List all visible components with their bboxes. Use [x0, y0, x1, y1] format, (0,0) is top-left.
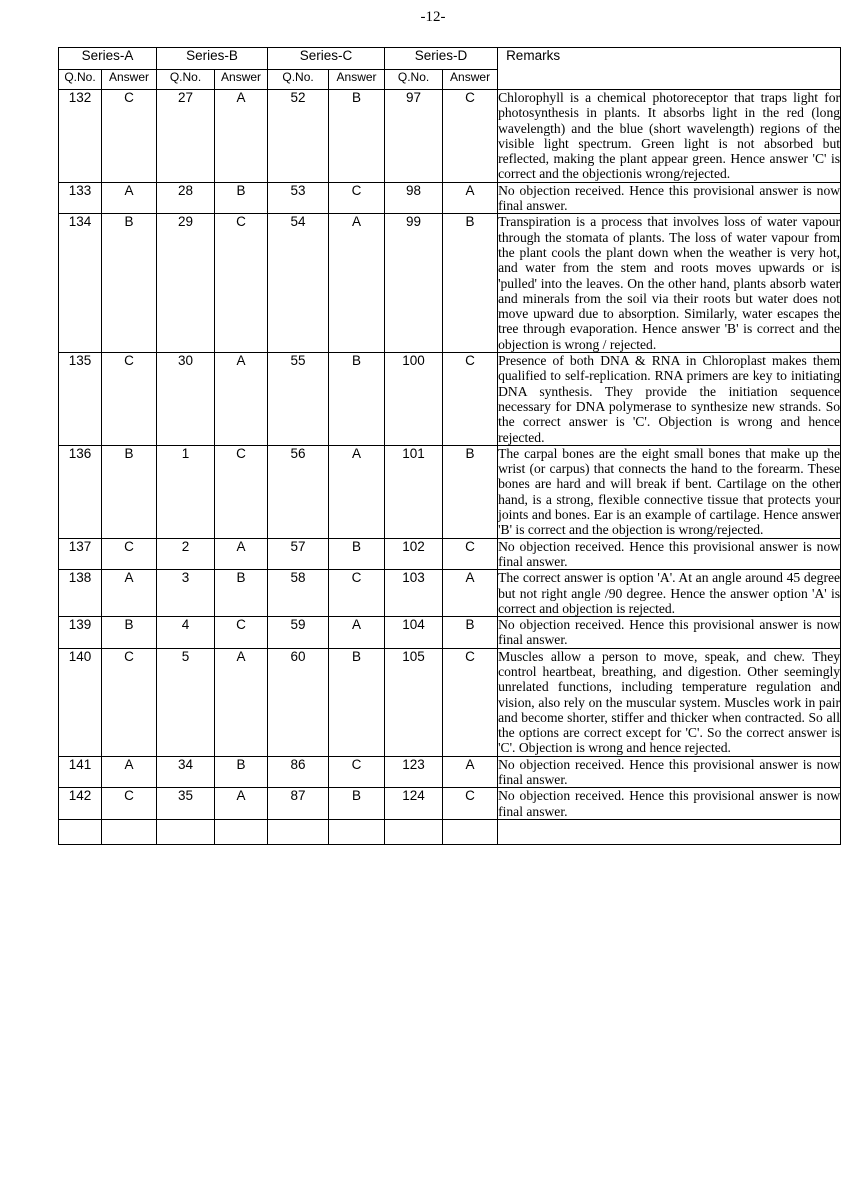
series-b-answer: A	[215, 648, 268, 756]
series-b-qno: 28	[157, 182, 215, 214]
page-number: -12-	[420, 9, 446, 25]
spacer-cell	[268, 819, 329, 844]
series-b-qno: 4	[157, 617, 215, 649]
series-b-answer: B	[215, 570, 268, 617]
series-d-answer: A	[443, 756, 498, 788]
series-a-answer: C	[102, 538, 157, 570]
spacer-cell	[329, 819, 385, 844]
qno-header: Q.No.	[157, 70, 215, 90]
remark-text: The correct answer is option 'A'. At an angle around 45 degree but not right angle /90 degree. Hence the answer option 'A' is correct and objection is rejected.	[498, 570, 841, 616]
series-d-qno: 105	[385, 648, 443, 756]
spacer-cell	[215, 819, 268, 844]
remark-text: No objection received. Hence this provisional answer is now final answer.	[498, 182, 841, 214]
series-c-qno: 59	[268, 617, 329, 649]
series-c-answer: B	[329, 90, 385, 183]
series-b-qno: 35	[157, 788, 215, 820]
series-b-qno: 3	[157, 570, 215, 617]
series-d-qno: 102	[385, 538, 443, 570]
series-c-qno: 60	[268, 648, 329, 756]
series-c-qno: 87	[268, 788, 329, 820]
series-a-answer: C	[102, 90, 157, 183]
remark-text: Transpiration is a process that involves loss of water vapour through the stomata of plants. The loss of water vapour from the plant cools the plant down when the weather is very hot, and water from the stem and roots moves upwards or is 'pulled' into the leaves. On the other hand, plants absorb water and minerals from the soil via their roots but water does not move upward due to absorption. Similarly, water escapes the tree through evaporation. Hence answer 'B' is correct and the objection is wrong / rejected.	[498, 214, 841, 352]
series-a-qno: 133	[59, 182, 102, 214]
series-a-qno: 139	[59, 617, 102, 649]
series-a-answer: B	[102, 445, 157, 538]
spacer-cell	[443, 819, 498, 844]
series-a-qno: 142	[59, 788, 102, 820]
series-d-qno: 98	[385, 182, 443, 214]
answer-header: Answer	[215, 70, 268, 90]
series-c-answer: C	[329, 570, 385, 617]
series-a-qno: 137	[59, 538, 102, 570]
series-b-answer: B	[215, 182, 268, 214]
table-row	[59, 648, 841, 756]
qno-header: Q.No.	[268, 70, 329, 90]
series-b-qno: 1	[157, 445, 215, 538]
answer-header: Answer	[329, 70, 385, 90]
series-d-qno: 124	[385, 788, 443, 820]
series-b-qno: 34	[157, 756, 215, 788]
series-a-qno: 136	[59, 445, 102, 538]
series-a-answer: B	[102, 214, 157, 353]
table-row	[59, 90, 841, 183]
spacer-cell	[385, 819, 443, 844]
spacer-cell	[498, 819, 841, 844]
series-c-qno: 53	[268, 182, 329, 214]
series-b-answer: A	[215, 788, 268, 820]
series-a-answer: A	[102, 570, 157, 617]
answer-key-table	[58, 47, 841, 845]
series-c-answer: A	[329, 445, 385, 538]
remark-text: No objection received. Hence this provisional answer is now final answer.	[498, 788, 841, 819]
series-d-answer: C	[443, 353, 498, 446]
series-header-row	[59, 48, 841, 70]
series-a-qno: 135	[59, 353, 102, 446]
series-d-qno: 104	[385, 617, 443, 649]
series-d-qno: 103	[385, 570, 443, 617]
series-a-qno: 138	[59, 570, 102, 617]
series-b-qno: 29	[157, 214, 215, 353]
series-d-qno: 123	[385, 756, 443, 788]
series-c-header: Series-C	[268, 48, 385, 70]
series-b-qno: 5	[157, 648, 215, 756]
series-b-qno: 30	[157, 353, 215, 446]
series-d-answer: A	[443, 182, 498, 214]
table-row	[59, 538, 841, 570]
qno-header: Q.No.	[59, 70, 102, 90]
series-c-qno: 86	[268, 756, 329, 788]
series-c-answer: C	[329, 182, 385, 214]
series-c-answer: B	[329, 538, 385, 570]
remark-text: No objection received. Hence this provisional answer is now final answer.	[498, 538, 841, 569]
remark-text: No objection received. Hence this provisional answer is now final answer.	[498, 756, 841, 788]
table-row	[59, 214, 841, 353]
series-c-answer: B	[329, 353, 385, 446]
series-a-answer: C	[102, 353, 157, 446]
answer-header: Answer	[102, 70, 157, 90]
table-row	[59, 182, 841, 214]
series-c-qno: 52	[268, 90, 329, 183]
series-b-answer: A	[215, 538, 268, 570]
series-a-qno: 140	[59, 648, 102, 756]
series-c-qno: 54	[268, 214, 329, 353]
series-c-answer: A	[329, 214, 385, 353]
series-d-answer: B	[443, 617, 498, 649]
table-row	[59, 756, 841, 788]
remark-text: No objection received. Hence this provisional answer is now final answer.	[498, 617, 841, 648]
spacer-cell	[102, 819, 157, 844]
series-a-answer: A	[102, 756, 157, 788]
series-b-answer: C	[215, 214, 268, 353]
remark-text: Presence of both DNA & RNA in Chloroplast makes them qualified to self-replication. RNA primers are key to initiating DNA synthesis. They provide the initiation sequence necessary for DNA polymerase to synthesize new strands. So the correct answer is 'C'. Objection is wrong and hence rejected.	[498, 353, 841, 445]
series-d-header: Series-D	[385, 48, 498, 70]
qno-header: Q.No.	[385, 70, 443, 90]
series-b-answer: A	[215, 90, 268, 183]
series-c-answer: B	[329, 648, 385, 756]
series-c-qno: 58	[268, 570, 329, 617]
series-a-answer: C	[102, 788, 157, 820]
series-a-answer: B	[102, 617, 157, 649]
series-b-header: Series-B	[157, 48, 268, 70]
series-d-qno: 97	[385, 90, 443, 183]
series-c-qno: 56	[268, 445, 329, 538]
series-a-answer: A	[102, 182, 157, 214]
table-bottom-spacer	[59, 819, 841, 844]
series-b-qno: 27	[157, 90, 215, 183]
series-c-answer: C	[329, 756, 385, 788]
series-d-qno: 99	[385, 214, 443, 353]
series-c-qno: 55	[268, 353, 329, 446]
series-a-qno: 134	[59, 214, 102, 353]
series-a-qno: 141	[59, 756, 102, 788]
remark-text: Muscles allow a person to move, speak, and chew. They control heartbeat, breathing, and digestion. Other seemingly unrelated functions, including temperature regulation and vision, also rely on the muscular system. Muscles work in pair and become shorter, stiffer and thicker when contracted. So all the options are correct except for 'C'. So the correct answer is 'C'. Objection is wrong and hence rejected.	[498, 648, 841, 756]
remark-text: The carpal bones are the eight small bones that make up the wrist (or carpus) that connects the hand to the forearm. These bones are hard and will break if bent. Cartilage on the other hand, is a strong, flexible connective tissue that protects your joints and bones. Ear is an example of cartilage. Hence answer 'B' is correct and the objection is wrong/rejected.	[498, 445, 841, 538]
series-c-answer: B	[329, 788, 385, 820]
series-d-answer: C	[443, 788, 498, 820]
table-row	[59, 617, 841, 649]
table-row	[59, 353, 841, 446]
table-row	[59, 788, 841, 820]
series-d-answer: B	[443, 214, 498, 353]
series-d-qno: 100	[385, 353, 443, 446]
series-d-answer: C	[443, 648, 498, 756]
series-b-answer: A	[215, 353, 268, 446]
series-c-answer: A	[329, 617, 385, 649]
series-d-answer: B	[443, 445, 498, 538]
series-b-answer: C	[215, 617, 268, 649]
series-b-answer: B	[215, 756, 268, 788]
table-row	[59, 445, 841, 538]
remarks-header: Remarks	[498, 48, 841, 90]
series-d-qno: 101	[385, 445, 443, 538]
answer-header: Answer	[443, 70, 498, 90]
remark-text: Chlorophyll is a chemical photoreceptor that traps light for photosynthesis in plants. It absorbs light in the red (long wavelength) and the blue (short wavelength) regions of the visible light spectrum. Green light is not absorbed but reflected, making the plant appear green. Hence answer 'C' is correct and the objectionis wrong/rejected.	[498, 90, 841, 182]
series-a-header: Series-A	[59, 48, 157, 70]
series-a-qno: 132	[59, 90, 102, 183]
table-row	[59, 570, 841, 617]
series-d-answer: C	[443, 90, 498, 183]
spacer-cell	[157, 819, 215, 844]
series-c-qno: 57	[268, 538, 329, 570]
spacer-cell	[59, 819, 102, 844]
series-b-answer: C	[215, 445, 268, 538]
series-d-answer: A	[443, 570, 498, 617]
series-b-qno: 2	[157, 538, 215, 570]
series-a-answer: C	[102, 648, 157, 756]
series-d-answer: C	[443, 538, 498, 570]
